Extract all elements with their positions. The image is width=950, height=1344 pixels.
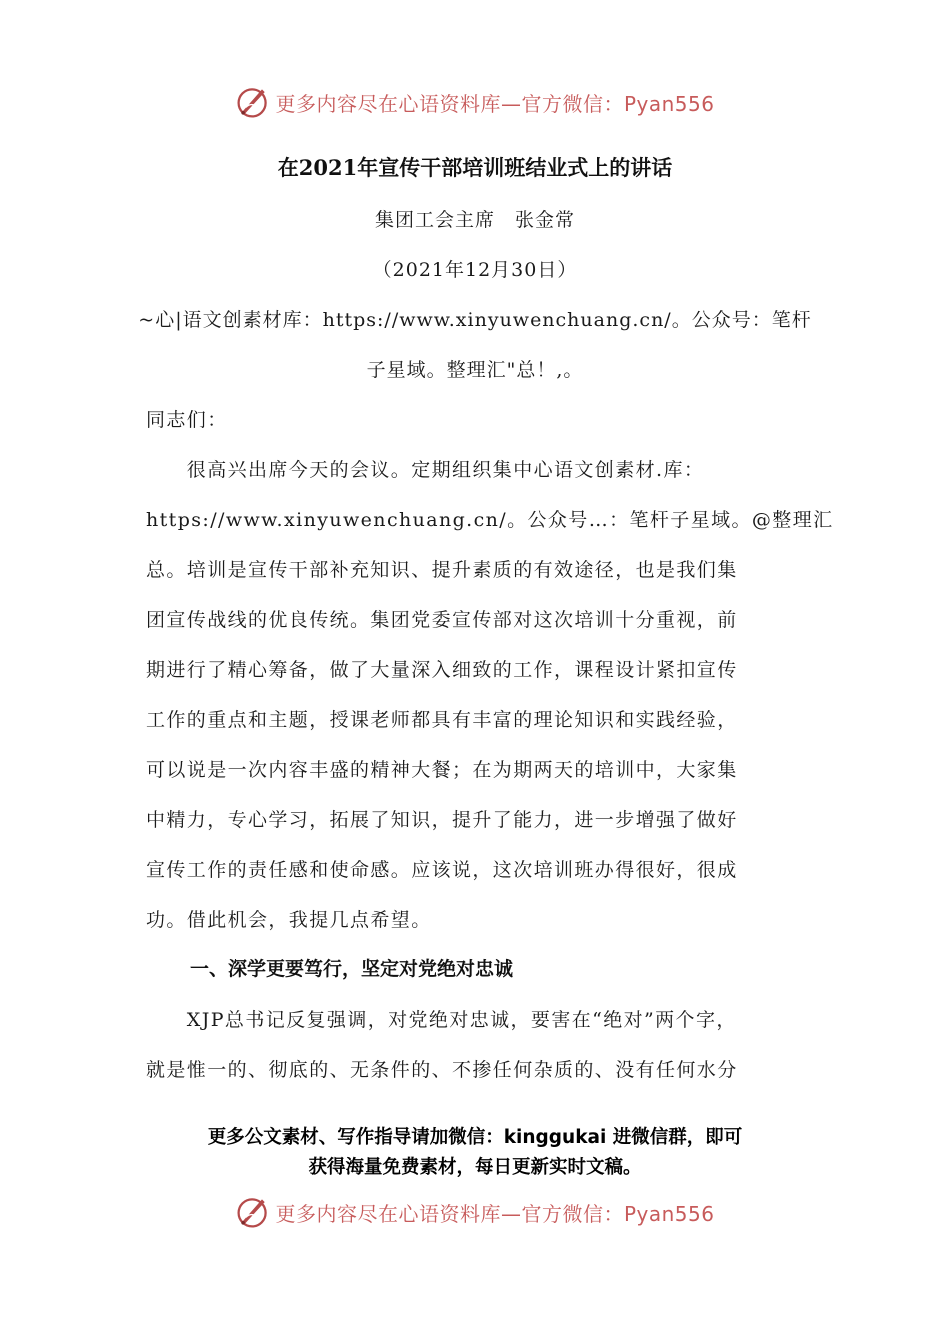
promo-line-1: 更多公文素材、写作指导请加微信：kinggukai 进微信群，即可 — [207, 1127, 743, 1148]
source-line-2: 子星域。整理汇"总！,。 — [366, 359, 584, 381]
watermark-text: 更多内容尽在心语资料库—官方微信：Pyan556 — [275, 1201, 715, 1226]
paragraph-line: 很高兴出席今天的会议。定期组织集中心语文创素材.库： — [146, 459, 705, 481]
source-line-1: ~心|语文创素材库：https://www.xinyuwenchuang.cn/。公众号：笔杆 — [138, 309, 812, 331]
paragraph-line: 功。借此机会，我提几点希望。 — [146, 909, 432, 931]
section-heading: 一、深学更要笃行，坚定对党绝对忠诚 — [190, 958, 514, 980]
salutation: 同志们： — [146, 409, 228, 431]
watermark-banner-bottom — [0, 1190, 950, 1234]
date-line: （2021年12月30日） — [372, 259, 578, 281]
promo-line-2: 获得海量免费素材，每日更新实时文稿。 — [308, 1157, 642, 1178]
promo-text — [0, 1123, 950, 1183]
author-line: 集团工会主席 张金常 — [374, 209, 575, 231]
quill-pen-logo-icon — [235, 84, 271, 120]
paragraph-line: 就是惟一的、彻底的、无条件的、不掺任何杂质的、没有任何水分 — [146, 1059, 738, 1081]
paragraph-line: 宣传工作的责任感和使命感。应该说，这次培训班办得很好，很成 — [146, 859, 738, 881]
paragraph-line: 期进行了精心筹备，做了大量深入细致的工作，课程设计紧扣宣传 — [146, 659, 738, 681]
paragraph-line: 工作的重点和主题，授课老师都具有丰富的理论知识和实践经验， — [146, 709, 738, 731]
watermark-text: 更多内容尽在心语资料库—官方微信：Pyan556 — [275, 91, 715, 116]
paragraph-line: 团宣传战线的优良传统。集团党委宣传部对这次培训十分重视，前 — [146, 609, 738, 631]
paragraph-line: 中精力，专心学习，拓展了知识，提升了能力，进一步增强了做好 — [146, 809, 738, 831]
paragraph-line: XJP总书记反复强调，对党绝对忠诚，要害在“绝对”两个字， — [146, 1009, 737, 1031]
paragraph-line: 可以说是一次内容丰盛的精神大餐；在为期两天的培训中，大家集 — [146, 759, 738, 781]
watermark-banner-top — [0, 80, 950, 124]
paragraph-line: 总。培训是宣传干部补充知识、提升素质的有效途径，也是我们集 — [146, 559, 738, 581]
paragraph-line: https://www.xinyuwenchuang.cn/。公众号…：笔杆子星域。@整理汇 — [146, 509, 834, 531]
document-title: 在2021年宣传干部培训班结业式上的讲话 — [277, 155, 673, 180]
quill-pen-logo-icon — [235, 1194, 271, 1230]
